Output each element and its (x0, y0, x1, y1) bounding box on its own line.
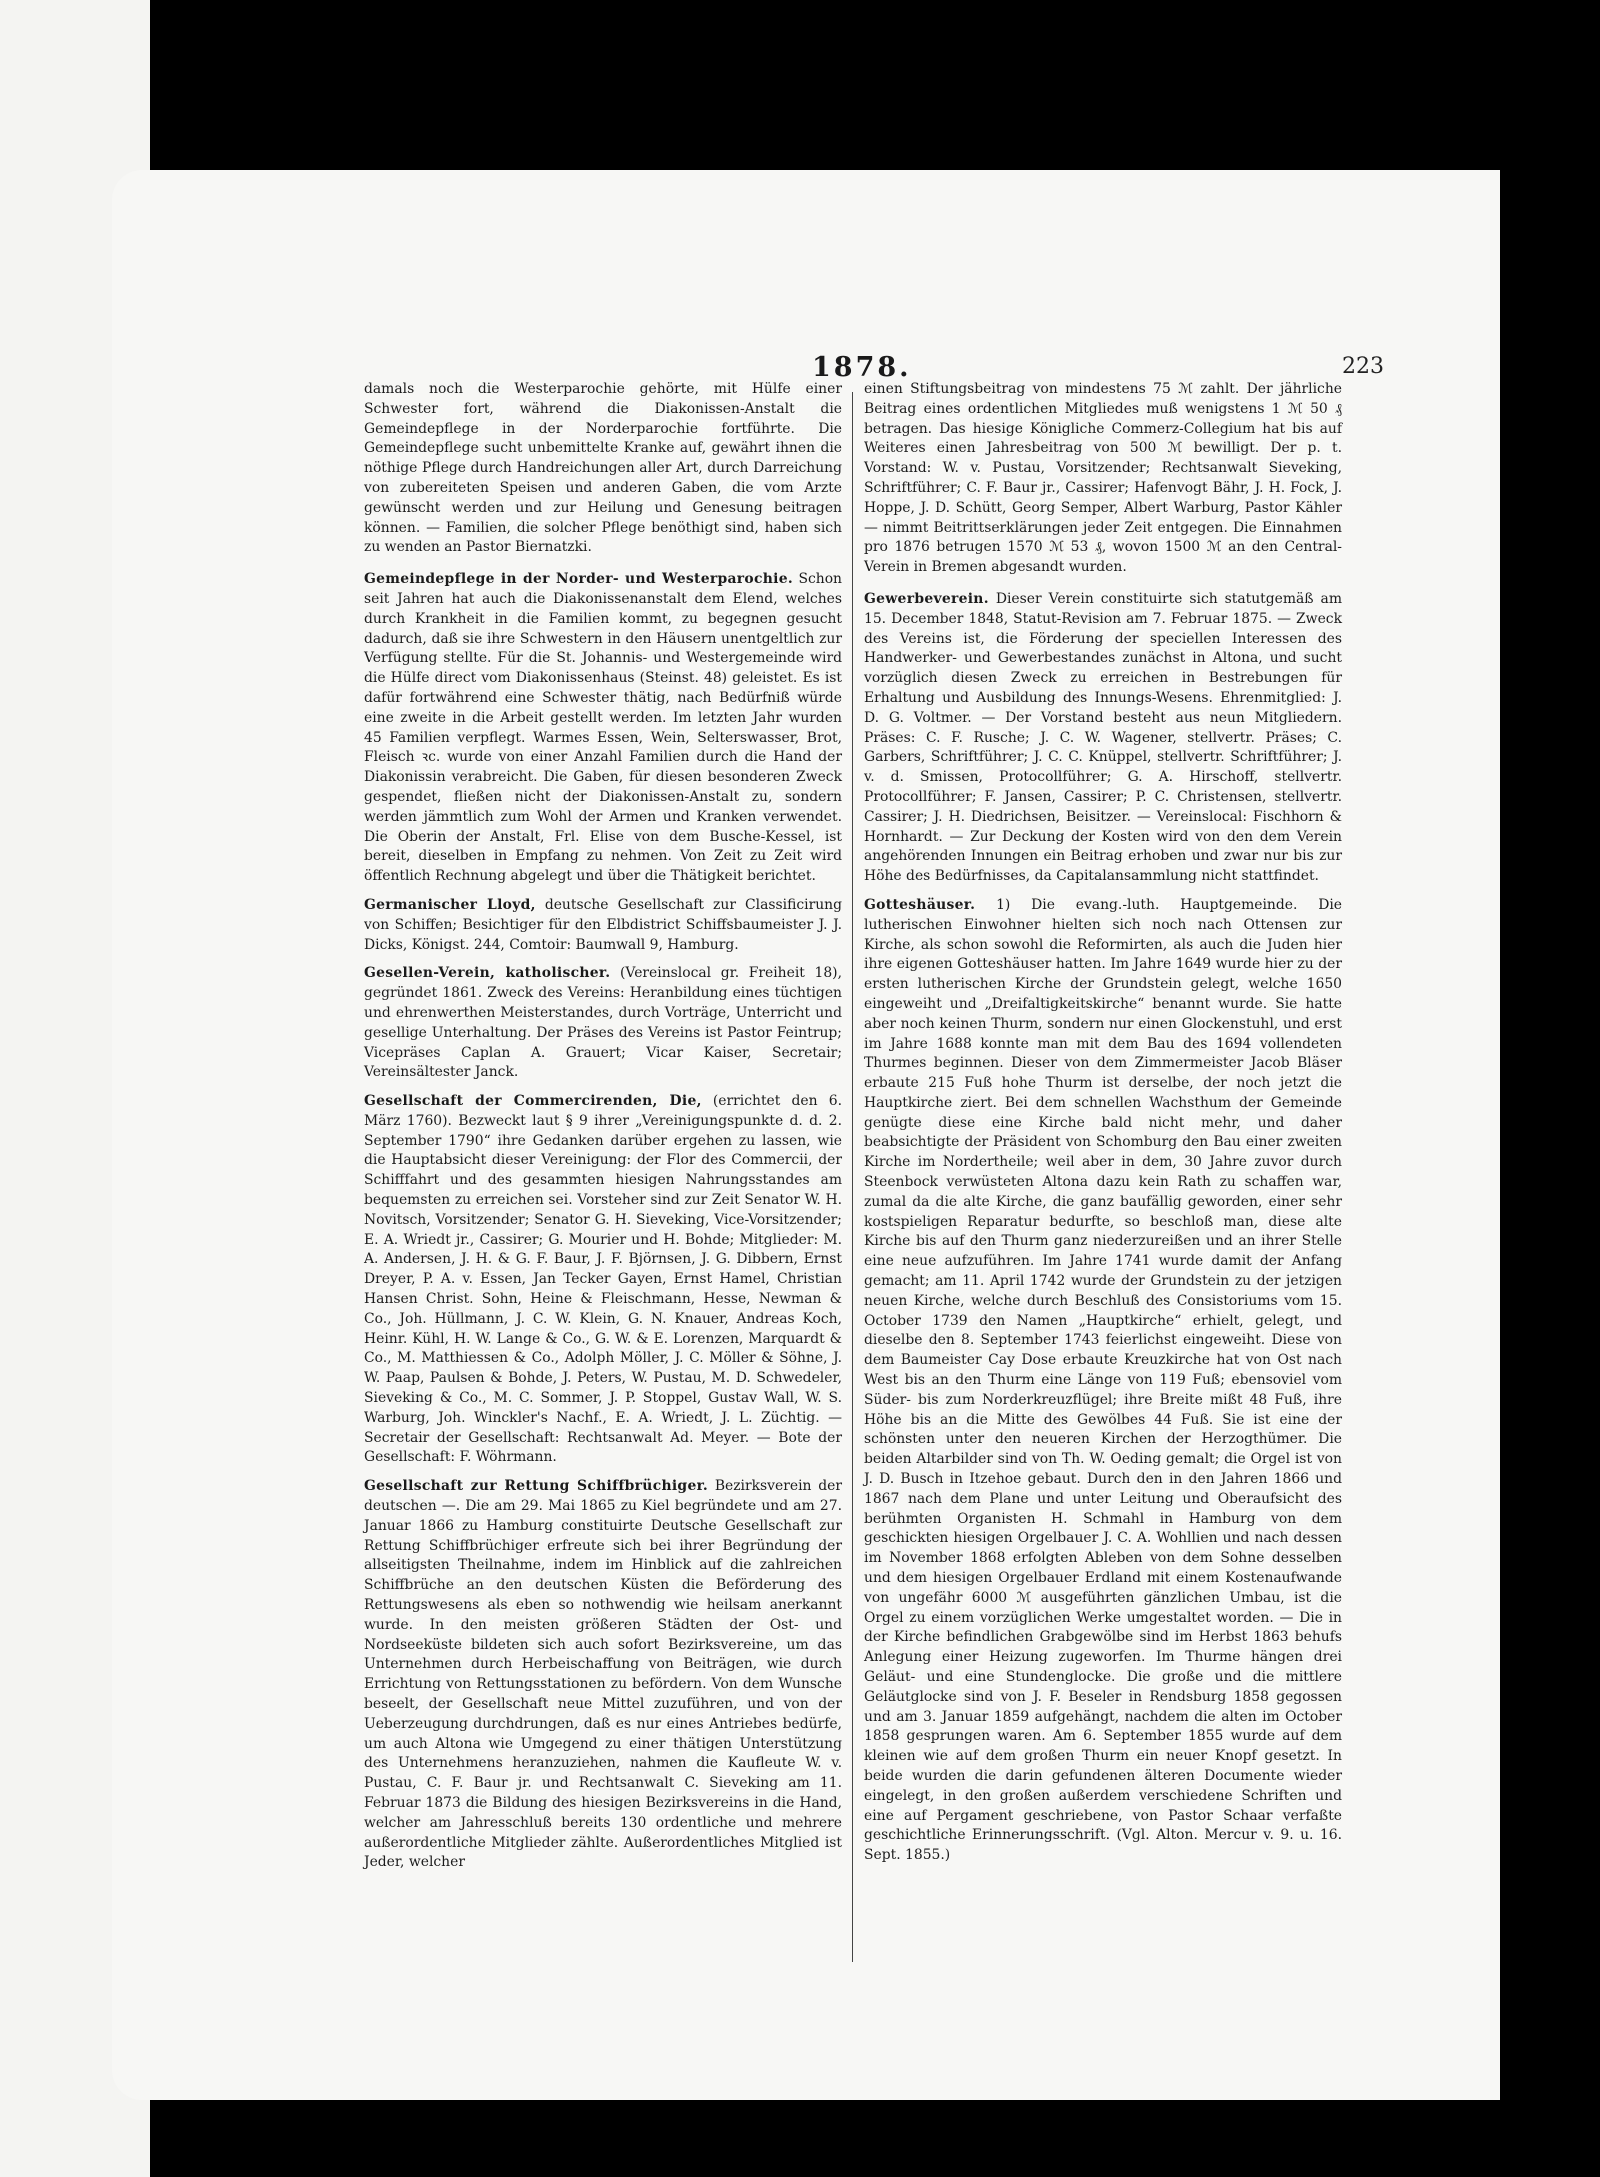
entry-text: damals noch die Westerparochie gehörte, mit Hülfe einer Schwester fort, während die Diakonissen-Anstalt die Gemeindepflege in der Norderparochie fortführte. Die Gemeindepflege sucht unbemittelte Kranke auf, gewährt ihnen die nöthige Pflege durch Handreichungen aller Art, durch Darreichung von zubereiteten Speisen und anderen Gaben, die vom Arzte gewünscht werden und zur Heilung und Genesung beitragen können. — Familien, die solcher Pflege benöthigt sind, haben sich zu wenden an Pastor Biernatzki. (364, 381, 842, 556)
entry-paragraph (364, 896, 842, 955)
entry-paragraph (864, 590, 1342, 887)
entry-heading: Gesellschaft zur Rettung Schiffbrüchiger. (364, 1478, 709, 1495)
entry-paragraph (864, 380, 1342, 578)
entry-paragraph (364, 570, 842, 887)
entry-text: deutsche Gesellschaft zur Classificirung von Schiffen; Besichtiger für den Elbdistrict Schiffsbaumeister J. J. Dicks, Königst. 244, Comtoir: Baumwall 9, Hamburg. (364, 896, 842, 953)
entry-text: Dieser Verein constituirte sich statutgemäß am 15. December 1848, Statut-Revision am 7. Februar 1875. — Zweck des Vereins ist, die Förderung der speciellen Interessen des Handwerker- und Gewerbestandes zunächst in Altona, und sucht vorzüglich diesen Zweck zu erreichen in Bestrebungen für Erhaltung und Ausbildung des Innungs-Wesens. Ehrenmitglied: J. D. G. Voltmer. — Der Vorstand besteht aus neun Mitgliedern. Präses: C. F. Rusche; J. C. W. Wagener, stellvertr. Präses; C. Garbers, Schriftführer; J. C. C. Knüppel, stellvertr. Schriftführer; J. v. d. Smissen, Protocollführer; G. A. Hirschoff, stellvertr. Protocollführer; F. Jansen, Cassirer; P. C. Christensen, stellvertr. Cassirer; J. H. Diedrichsen, Beisitzer. — Vereinslocal: Fischhorn & Hornhardt. — Zur Deckung der Kosten wird von den dem Verein angehörenden Innungen ein Beitrag erhoben und zwar nur bis zur Höhe des Bedürfnisses, da Capitalansammlung nicht stattfindet. (864, 590, 1342, 885)
entry-heading: Germanischer Lloyd, (364, 896, 536, 913)
entry-paragraph (364, 964, 842, 1083)
entry-paragraph (364, 1477, 842, 1873)
page-number: 223 (1342, 354, 1384, 379)
left-column (364, 380, 842, 1882)
entry-text: 1) Die evang.-luth. Hauptgemeinde. Die lutherischen Einwohner hielten sich noch nach Ottensen zur Kirche, als schon sowohl die Reformirten, als auch die Juden hier ihre eigenen Gotteshäuser hatten. Im Jahre 1649 wurde hier zu der ersten lutherischen Kirche der Grundstein gelegt, welche 1650 eingeweiht und „Dreifaltigkeitskirche“ benannt wurde. Sie hatte aber noch keinen Thurm, sondern nur einen Glockenstuhl, und erst im Jahre 1688 konnte man mit dem Bau des 1694 vollendeten Thurmes beginnen. Dieser von dem Zimmermeister Jacob Bläser erbaute 215 Fuß hohe Thurm ist derselbe, der noch jetzt die Hauptkirche ziert. Bei dem schnellen Wachsthum der Gemeinde genügte diese eine Kirche bald nicht mehr, und daher beabsichtigte der Präsident von Schomburg den Bau einer zweiten Kirche im Nordertheile; weil aber in dem, 30 Jahre zuvor durch Steenbock verwüsteten Altona dazu kein Rath zu schaffen war, zumal da die alte Kirche, die ganz baufällig geworden, einer sehr kostspieligen Reparatur bedurfte, so beschloß man, diese alte Kirche bis auf den Thurm ganz niederzureißen und an ihrer Stelle eine neue aufzuführen. Im Jahre 1741 wurde damit der Anfang gemacht; am 11. April 1742 wurde der Grundstein zu der jetzigen neuen Kirche, welche durch Beschluß des Consistoriums vom 15. October 1739 den Namen „Hauptkirche“ erhielt, gelegt, und dieselbe den 8. September 1743 feierlichst eingeweiht. Diese von dem Baumeister Cay Dose erbaute Kreuzkirche hat von Ost nach West bis an den Thurm eine Länge von 119 Fuß; ebensoviel vom Süder- bis zum Norderkreuzflügel; ihre Breite mißt 48 Fuß, ihre Höhe bis an die Mitte des Gewölbes 44 Fuß. Sie ist eine der schönsten unter den neueren Kirchen der Herzogthümer. Die beiden Altarbilder sind von Th. W. Oeding gemalt; die Orgel ist von J. D. Busch in Itzehoe gebaut. Durch den in den Jahren 1866 und 1867 nach dem Plane und unter Leitung und Oberaufsicht des berühmten Organisten H. Schmahl in Hamburg von dem geschickten hiesigen Orgelbauer J. C. A. Wohllien und nach dessen im November 1868 erfolgten Ableben von dem Sohne desselben und dem hiesigen Orgelbauer Erdland mit einem Kostenaufwande von ungefähr 6000 ℳ ausgeführten gänzlichen Umbau, ist die Orgel zu einem vorzüglichen Werke umgestaltet worden. — Die in der Kirche befindlichen Grabgewölbe sind im Herbst 1863 behufs Anlegung einer Heizung zugeworfen. Im Thurme hängen drei Geläut- und eine Stundenglocke. Die große und die mittlere Geläutglocke sind von J. F. Beseler in Rendsburg 1858 gegossen und am 3. Januar 1859 aufgehängt, nachdem die alten im October 1858 gesprungen waren. Am 6. September 1855 wurde auf dem kleinen wie auf dem großen Thurm ein neuer Knopf gesetzt. In beide wurden die darin gefundenen älteren Documente wieder eingelegt, in den großen außerdem verschiedene Schriften und eine auf Pergament geschriebene, von Pastor Schaar verfaßte geschichtliche Erinnerungsschrift. (Vgl. Alton. Mercur v. 9. u. 16. Sept. 1855.) (864, 896, 1342, 1864)
entry-paragraph (864, 896, 1342, 1866)
entry-heading: Gewerbeverein. (864, 590, 989, 607)
right-column (864, 380, 1342, 1875)
column-divider (852, 392, 853, 1962)
entry-heading: Gotteshäuser. (864, 896, 976, 913)
entry-paragraph (364, 380, 842, 558)
entry-heading: Gesellen-Verein, katholischer. (364, 965, 611, 982)
entry-text: Schon seit Jahren hat auch die Diakonissenanstalt dem Elend, welches durch Krankheit in die Familien kommt, zu begegnen gesucht dadurch, daß sie ihre Schwestern in den Häusern unentgeltlich zur Verfügung stellte. Für die St. Johannis- und Westergemeinde wird die Hülfe direct vom Diakonissenhaus (Steinst. 48) geleistet. Es ist dafür fortwährend eine Schwester thätig, nach Bedürfniß würde eine zweite in die Arbeit gestellt werden. Im letzten Jahr wurden 45 Familien verpflegt. Warmes Essen, Wein, Selterswasser, Brot, Fleisch ꝛc. wurde von einer Anzahl Familien durch die Hand der Diakonissin verabreicht. Die Gaben, für diesen besonderen Zweck gespendet, fließen nicht der Diakonissen-Anstalt zu, sondern werden jämmtlich zum Wohl der Armen und Kranken verwendet. Die Oberin der Anstalt, Frl. Elise von dem Busche-Kessel, ist bereit, dieselben in Empfang zu nehmen. Von Zeit zu Zeit wird öffentlich Rechnung abgelegt und über die Thätigkeit berichtet. (364, 571, 843, 885)
entry-text: (errichtet den 6. März 1760). Bezweckt laut § 9 ihrer „Vereinigungspunkte d. d. 2. September 1790“ ihre Gedanken darüber ergehen zu lassen, wie die Hauptabsicht dieser Vereinigung: der Flor des Commercii, der Schifffahrt und des gesammten hiesigen Nahrungsstandes am bequemsten zu erreichen sei. Vorsteher sind zur Zeit Senator W. H. Novitsch, Vorsitzender; Senator G. H. Sieveking, Vice-Vorsitzender; E. A. Wriedt jr., Cassirer; G. Mourier und H. Bohde; Mitglieder: M. A. Andersen, J. H. & G. F. Baur, J. F. Björnsen, J. G. Dibbern, Ernst Dreyer, P. A. v. Essen, Jan Tecker Gayen, Ernst Hamel, Christian Hansen Christ. Sohn, Heine & Fleischmann, Hesse, Newman & Co., Joh. Hüllmann, J. C. W. Klein, G. N. Knauer, Andreas Koch, Heinr. Kühl, H. W. Lange & Co., G. W. & E. Lorenzen, Marquardt & Co., M. Matthiessen & Co., Adolph Möller, J. C. Möller & Söhne, J. W. Paap, Paulsen & Bohde, J. Peters, W. Pustau, M. D. Schwedeler, Sieveking & Co., M. C. Sommer, J. P. Stoppel, Gustav Wall, W. S. Warburg, Joh. Winckler's Nachf., E. A. Wriedt, J. L. Züchtig. — Secretair der Gesellschaft: Rechtsanwalt Ad. Meyer. — Bote der Gesellschaft: F. Wöhrmann. (364, 1093, 842, 1466)
entry-heading: Gesellschaft der Commercirenden, Die, (364, 1093, 702, 1110)
entry-heading: Gemeindepflege in der Norder- und Westerparochie. (364, 571, 794, 588)
entry-text: Bezirksverein der deutschen —. Die am 29. Mai 1865 zu Kiel begründete und am 27. Januar 1866 zu Hamburg constituirte Deutsche Gesellschaft zur Rettung Schiffbrüchiger erfreute sich bei ihrer Begründung der allseitigsten Theilnahme, indem im Hinblick auf die zahlreichen Schiffbrüche an den deutschen Küsten die Beförderung des Rettungswesens als eben so nothwendig wie heilsam anerkannt wurde. In den meisten größeren Städten der Ost- und Nordseeküste bildeten sich auch sofort Bezirksvereine, um das Unternehmen durch Herbeischaffung von Beiträgen, wie durch Errichtung von Rettungsstationen zu befördern. Von dem Wunsche beseelt, der Gesellschaft neue Mittel zuzuführen, und von der Ueberzeugung durchdrungen, daß es nur eines Antriebes bedürfe, um auch Altona wie Umgegend zu einer thätigen Unterstützung des Unternehmens heranzuziehen, nahmen die Kaufleute W. v. Pustau, C. F. Baur jr. und Rechtsanwalt C. Sieveking am 11. Februar 1873 die Bildung des hiesigen Bezirksvereins in die Hand, welcher am Jahresschluß bereits 130 ordentliche und mehrere außerordentliche Mitglieder zählte. Außerordentliches Mitglied ist Jeder, welcher (364, 1478, 842, 1871)
running-head-year: 1878. (812, 352, 912, 383)
entry-text: einen Stiftungsbeitrag von mindestens 75 ℳ zahlt. Der jährliche Beitrag eines ordentlichen Mitgliedes muß wenigstens 1 ℳ 50 ₰ betragen. Das hiesige Königliche Commerz-Collegium hat bis auf Weiteres einen Jahresbeitrag von 500 ℳ bewilligt. Der p. t. Vorstand: W. v. Pustau, Vorsitzender; Rechtsanwalt Sieveking, Schriftführer; C. F. Baur jr., Cassirer; Hafenvogt Bähr, J. H. Fock, J. Hoppe, J. D. Schütt, Georg Semper, Albert Warburg, Pastor Kähler — nimmt Beitrittserklärungen jeder Zeit entgegen. Die Einnahmen pro 1876 betrugen 1570 ℳ 53 ₰, wovon 1500 ℳ an den Central-Verein in Bremen abgesandt wurden. (864, 381, 1342, 576)
entry-text: (Vereinslocal gr. Freiheit 18), gegründet 1861. Zweck des Vereins: Heranbildung eines tüchtigen und ehrenwerthen Meisterstandes, durch Vorträge, Unterricht und gesellige Unterhaltung. Der Präses des Vereins ist Pastor Feintrup; Vicepräses Caplan A. Grauert; Vicar Kaiser, Secretair; Vereinsältester Janck. (364, 965, 842, 1081)
entry-paragraph (364, 1092, 842, 1468)
